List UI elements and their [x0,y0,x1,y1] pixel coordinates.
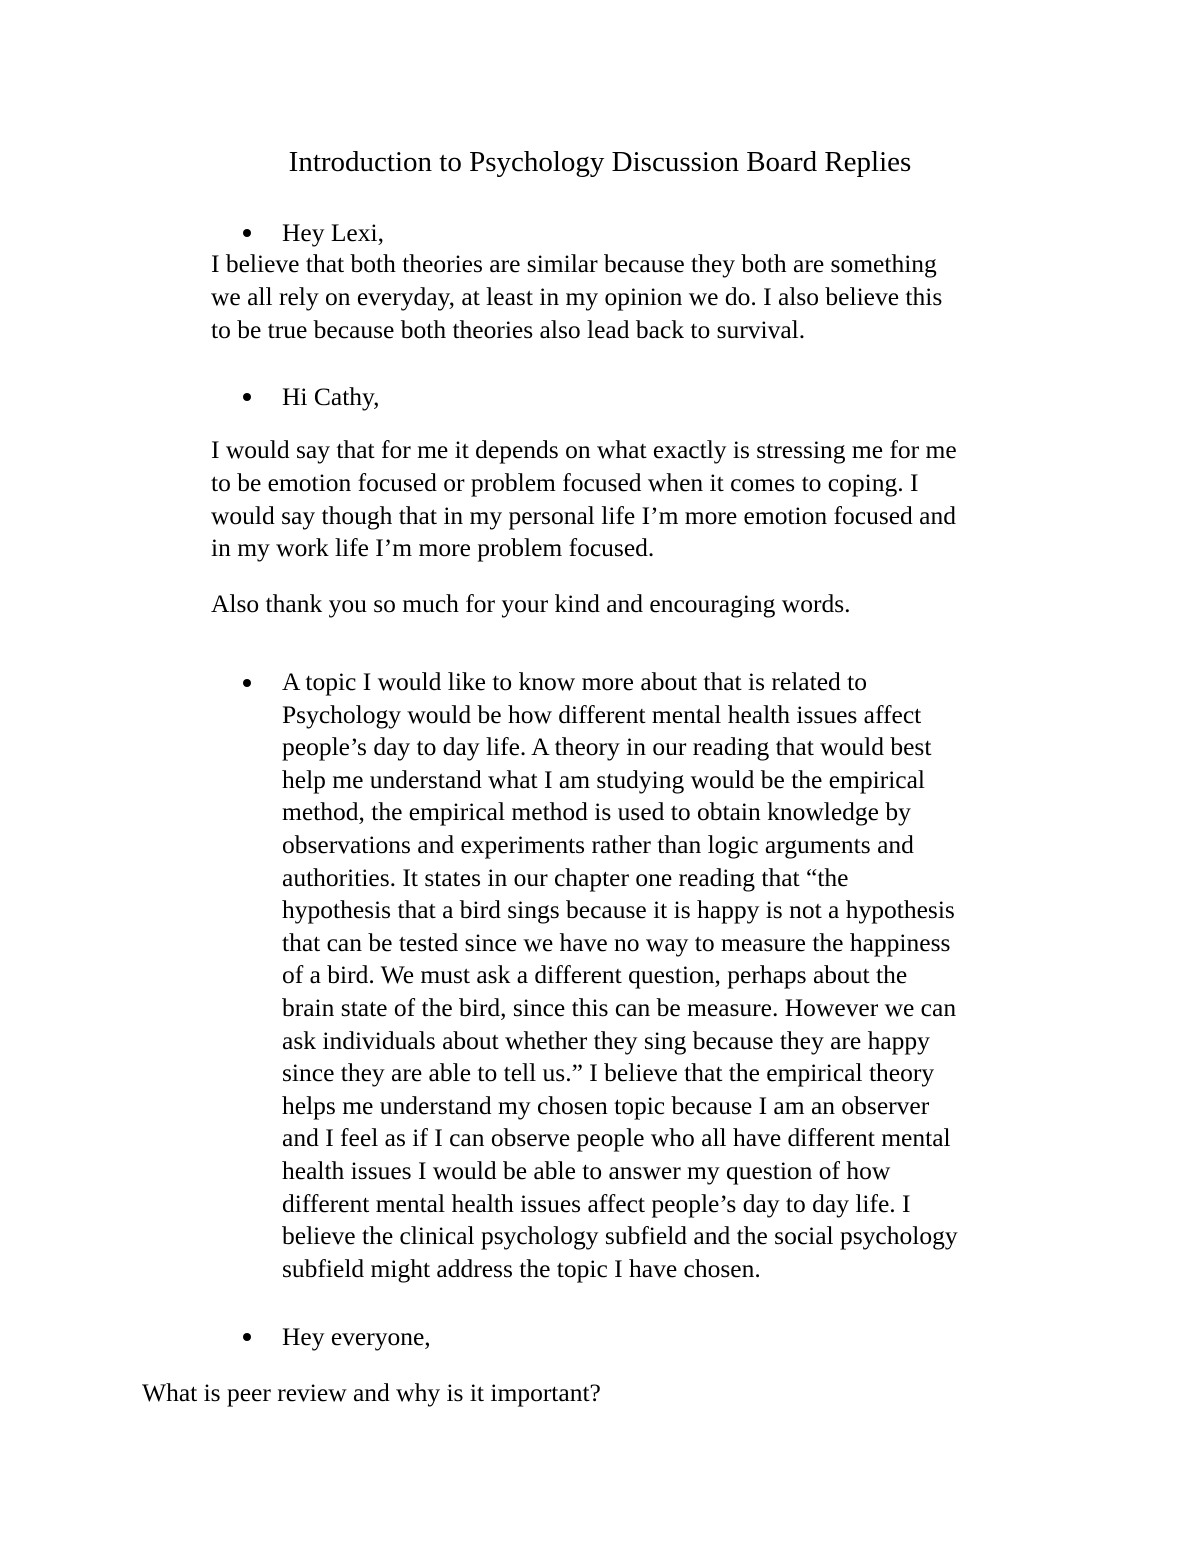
reply-paragraph [211,248,1061,346]
paragraph-line: believe the clinical psychology subfield and the social psychology [282,1221,958,1251]
question-text: What is peer review and why is it important? [142,1378,601,1407]
paragraph-line: brain state of the bird, since this can be measure. However we can [282,992,957,1022]
paragraph-line: to be emotion focused or problem focused when it comes to coping. I [211,467,919,497]
paragraph-line: and I feel as if I can observe people who all have different mental [282,1123,951,1153]
paragraph-line: help me understand what I am studying would be the empirical [282,764,926,794]
paragraph-line: helps me understand my chosen topic because I am an observer [282,1090,930,1120]
bullet-icon [243,229,251,237]
paragraph-line: we all rely on everyday, at least in my opinion we do. I also believe this [211,281,943,311]
bullet-icon [243,679,251,687]
reply-greeting: Hey everyone, [282,1322,431,1351]
paragraph-line: A topic I would like to know more about that is related to [282,667,867,696]
paragraph-line: authorities. It states in our chapter one reading that “the [282,862,849,892]
paragraph-line: different mental health issues affect people’s day to day life. I [282,1188,911,1218]
bullet-icon [243,1333,251,1341]
bullet-icon [243,393,251,401]
paragraph-line: subfield might address the topic I have chosen. [282,1253,761,1283]
paragraph-line: Also thank you so much for your kind and encouraging words. [211,589,851,618]
reply-greeting: Hey Lexi, [282,218,384,247]
paragraph-line: hypothesis that a bird sings because it is happy is not a hypothesis [282,895,955,925]
paragraph-line: Psychology would be how different mental health issues affect [282,699,922,729]
paragraph-line: I believe that both theories are similar because they both are something [211,249,937,278]
paragraph-line: would say though that in my personal life I’m more emotion focused and [211,500,957,530]
paragraph-line: that can be tested since we have no way to measure the happiness [282,927,951,957]
reply-paragraph [211,434,1061,565]
paragraph-line: since they are able to tell us.” I believe that the empirical theory [282,1058,935,1088]
paragraph-line: method, the empirical method is used to obtain knowledge by [282,797,911,827]
paragraph-line: ask individuals about whether they sing because they are happy [282,1025,930,1055]
paragraph-line: in my work life I’m more problem focused. [211,533,655,563]
thanks-paragraph [211,588,1061,621]
paragraph-line: observations and experiments rather than logic arguments and [282,829,914,859]
document-title: Introduction to Psychology Discussion Board Replies [288,146,912,178]
paragraph-line: to be true because both theories also lead back to survival. [211,314,806,344]
paragraph-line: I would say that for me it depends on what exactly is stressing me for me [211,435,957,464]
paragraph-line: of a bird. We must ask a different question, perhaps about the [282,960,908,990]
paragraph-line: health issues I would be able to answer my question of how [282,1155,891,1185]
post-paragraph [282,666,1062,1285]
paragraph-line: people’s day to day life. A theory in our reading that would best [282,732,932,762]
reply-greeting: Hi Cathy, [282,382,380,411]
